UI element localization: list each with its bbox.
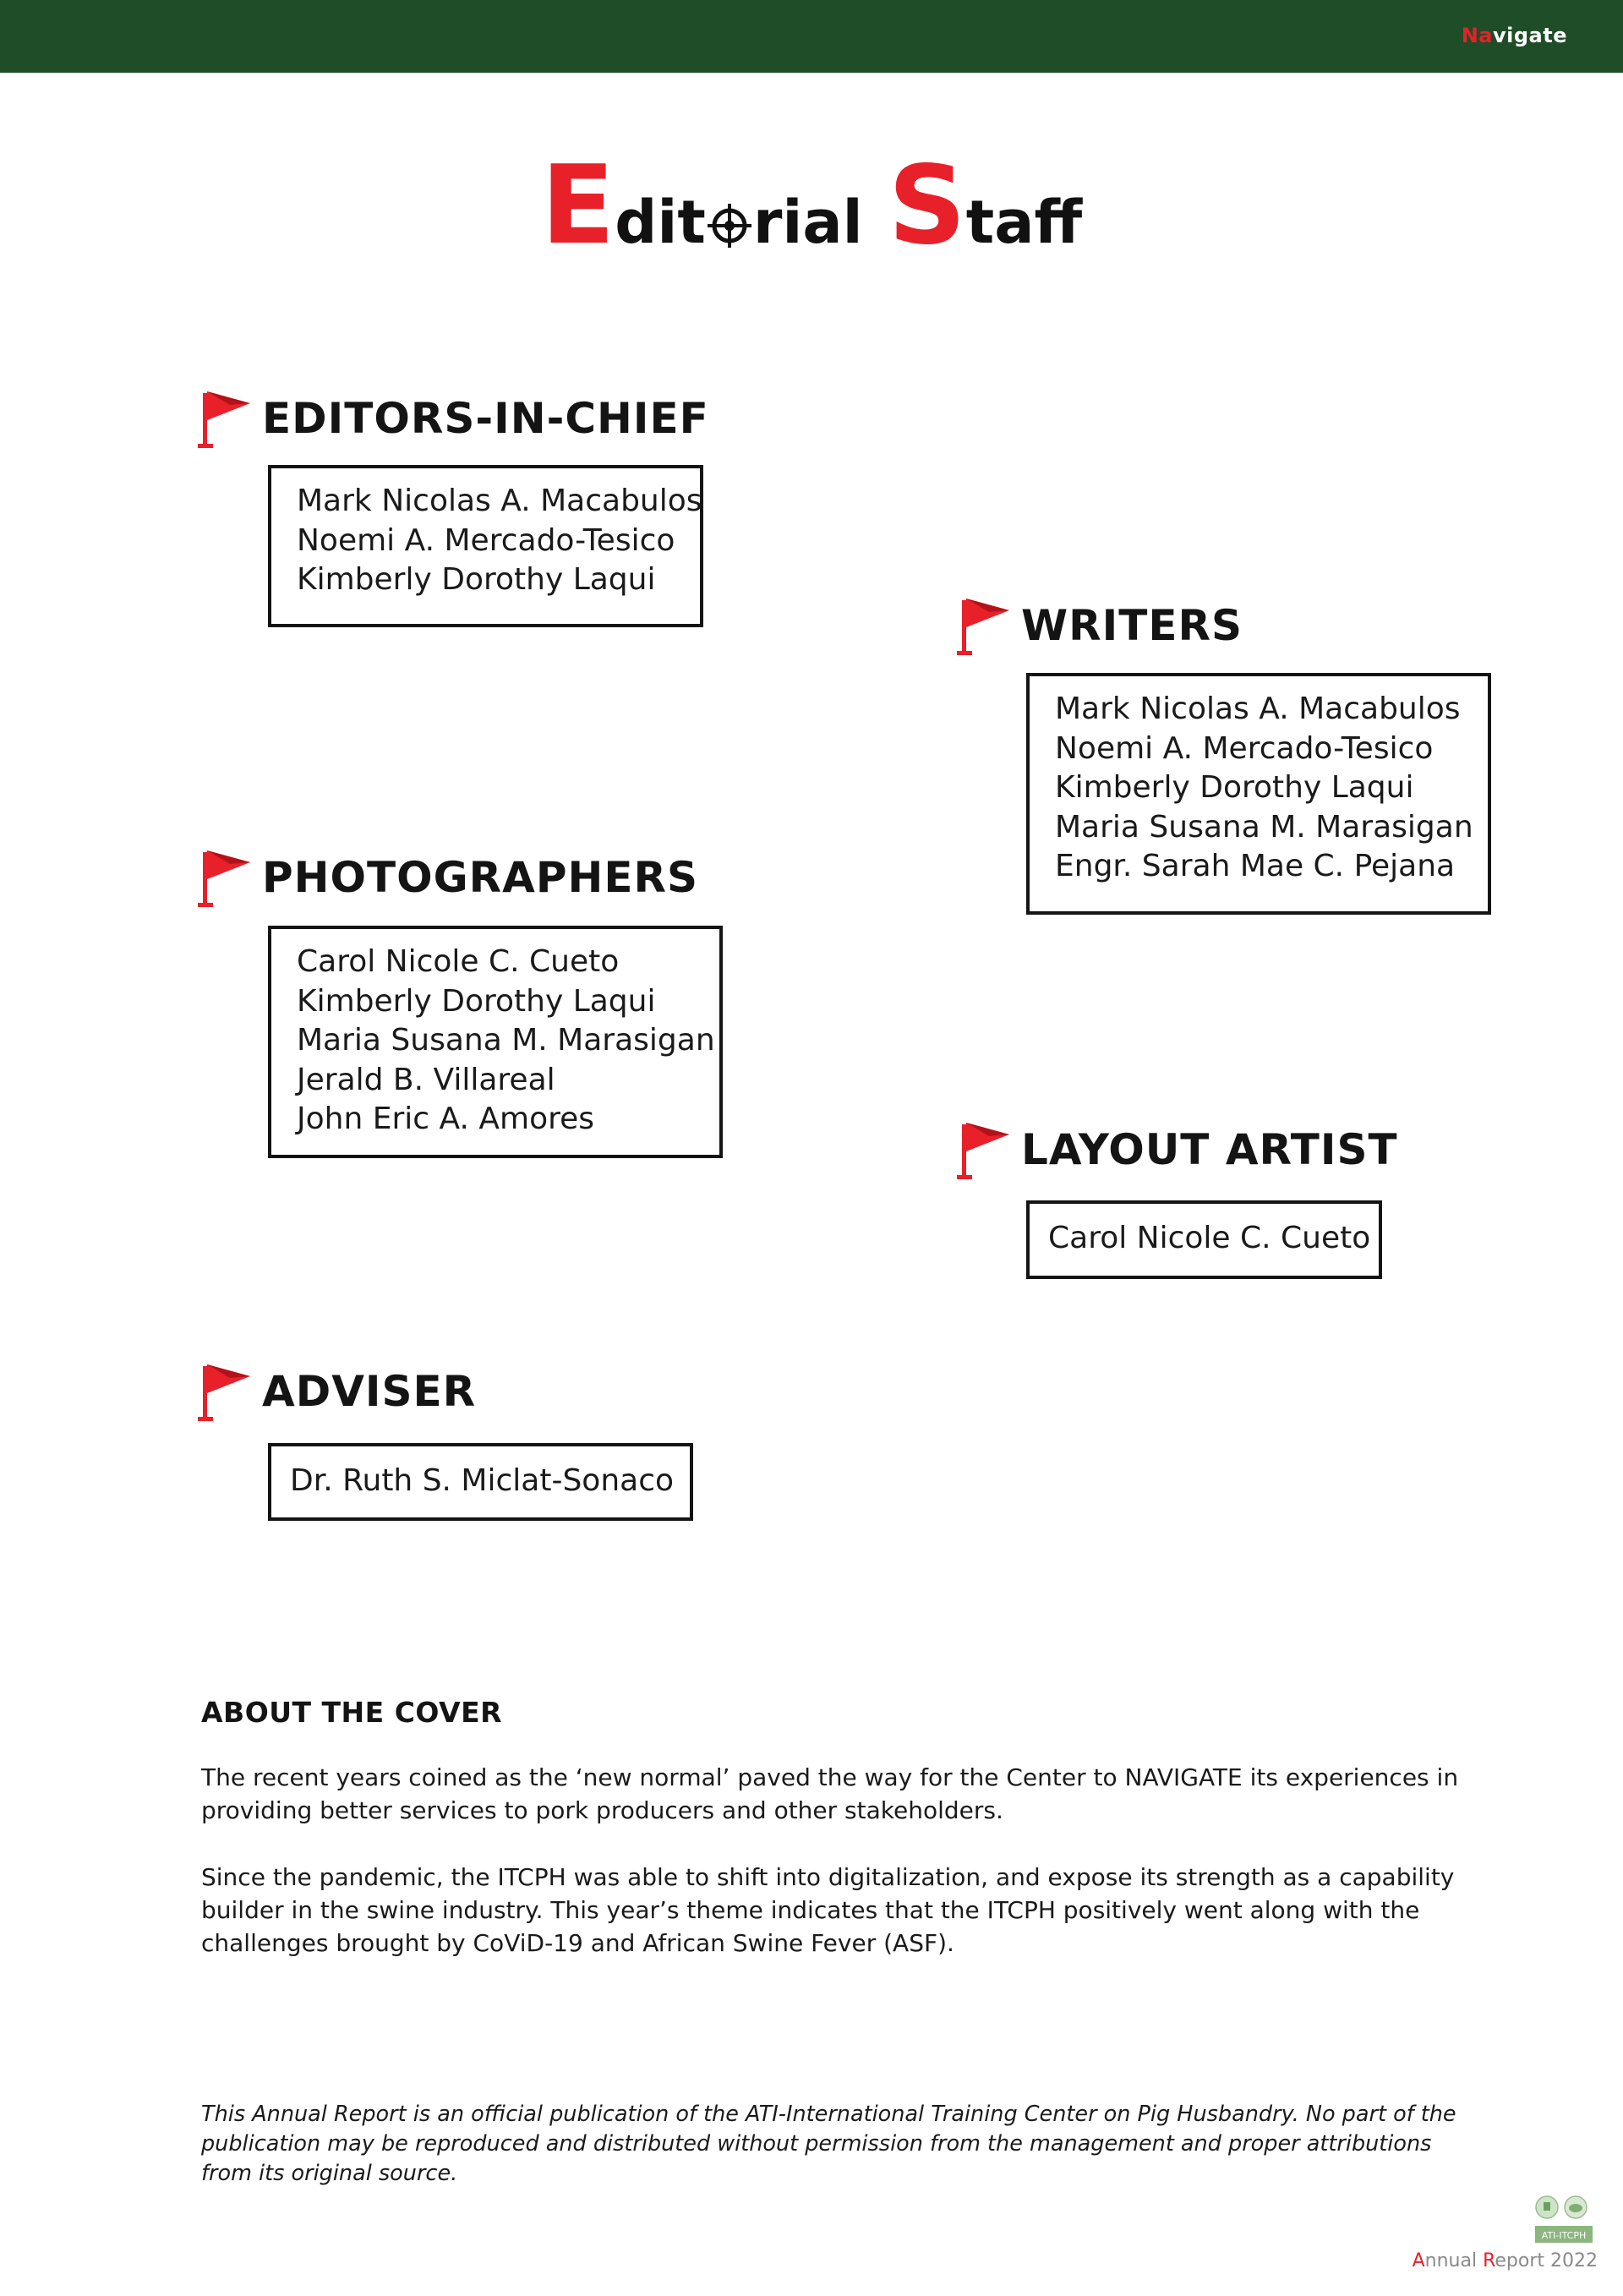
editor-name: Kimberly Dorothy Laqui — [297, 562, 656, 597]
title-letter-s: S — [888, 143, 966, 269]
red-flag-icon — [198, 845, 254, 910]
writers-box — [1026, 673, 1491, 915]
footer-eport: eport 2022 — [1495, 2250, 1598, 2271]
writer-name: Maria Susana M. Marasigan — [1055, 809, 1473, 845]
editors-box — [268, 465, 703, 627]
logo-label: ATI-ITCPH — [1541, 2230, 1587, 2241]
writer-name: Mark Nicolas A. Macabulos — [1055, 692, 1461, 726]
about-title: ABOUT THE COVER — [201, 1696, 503, 1729]
footer-annual-report — [1413, 2250, 1598, 2271]
brand-logo — [1462, 24, 1567, 47]
photographers-box — [268, 926, 723, 1158]
red-flag-icon — [957, 593, 1013, 658]
editor-name: Mark Nicolas A. Macabulos — [297, 484, 702, 518]
red-flag-icon — [957, 1118, 1013, 1182]
photographer-name: Jerald B. Villareal — [297, 1062, 555, 1097]
adviser-name: Dr. Ruth S. Miclat-Sonaco — [290, 1463, 675, 1498]
ati-itcph-logo — [1532, 2194, 1596, 2251]
layout-title: LAYOUT ARTIST — [1021, 1125, 1398, 1174]
photographers-title: PHOTOGRAPHERS — [262, 853, 699, 902]
writer-name: Noemi A. Mercado-Tesico — [1055, 730, 1434, 766]
title-rial: rial — [752, 188, 863, 257]
brand-first: Na — [1461, 24, 1493, 47]
red-flag-icon — [198, 1359, 254, 1424]
footer-r: R — [1483, 2250, 1495, 2271]
layout-heading — [957, 1116, 1398, 1184]
title-dit: dit — [615, 188, 706, 257]
writer-name: Kimberly Dorothy Laqui — [1055, 770, 1414, 805]
compass-crosshair-icon — [708, 204, 751, 248]
footer-nnual: nnual — [1424, 2250, 1484, 2271]
page-title — [0, 143, 1623, 269]
about-paragraph-1: The recent years coined as the ‘new normal’ paved the way for the Center to NAVIGATE its experiences in providing better services to pork producers and other stakeholders. — [201, 1763, 1459, 1824]
disclaimer: This Annual Report is an official publication of the ATI-International Training Center on Pig Husbandry. No part of the publication may be reproduced and distributed without permission from the management and proper attributions from its original source. — [201, 2102, 1456, 2186]
layout-artist-name: Carol Nicole C. Cueto — [1048, 1221, 1371, 1255]
editors-title: EDITORS-IN-CHIEF — [262, 394, 709, 443]
photographer-name: Maria Susana M. Marasigan — [297, 1023, 715, 1058]
photographer-name: Kimberly Dorothy Laqui — [297, 983, 656, 1019]
adviser-heading — [198, 1358, 476, 1425]
writer-name: Engr. Sarah Mae C. Pejana — [1055, 849, 1456, 883]
adviser-title: ADVISER — [262, 1367, 477, 1416]
header-bar — [0, 0, 1623, 73]
writers-title: WRITERS — [1021, 601, 1243, 650]
layout-box — [1026, 1200, 1382, 1279]
adviser-box — [268, 1443, 693, 1521]
title-letter-e: E — [540, 143, 615, 269]
photographer-name: Carol Nicole C. Cueto — [297, 944, 620, 979]
photographers-heading — [198, 844, 698, 911]
brand-rest: vigate — [1493, 24, 1567, 47]
photographer-name: John Eric A. Amores — [297, 1102, 595, 1136]
editors-heading — [198, 385, 709, 452]
writers-heading — [957, 592, 1243, 659]
about-paragraph-2: Since the pandemic, the ITCPH was able to shift into digitalization, and expose its strength as a capability builder in the swine industry. This year’s theme indicates that the ITCPH positively went along with the challenges brought by CoViD-19 and African Swine Fever (ASF). — [201, 1863, 1455, 1957]
editor-name: Noemi A. Mercado-Tesico — [297, 522, 675, 558]
footer-a: A — [1412, 2250, 1425, 2271]
title-taff: taff — [965, 188, 1083, 257]
red-flag-icon — [198, 386, 254, 451]
